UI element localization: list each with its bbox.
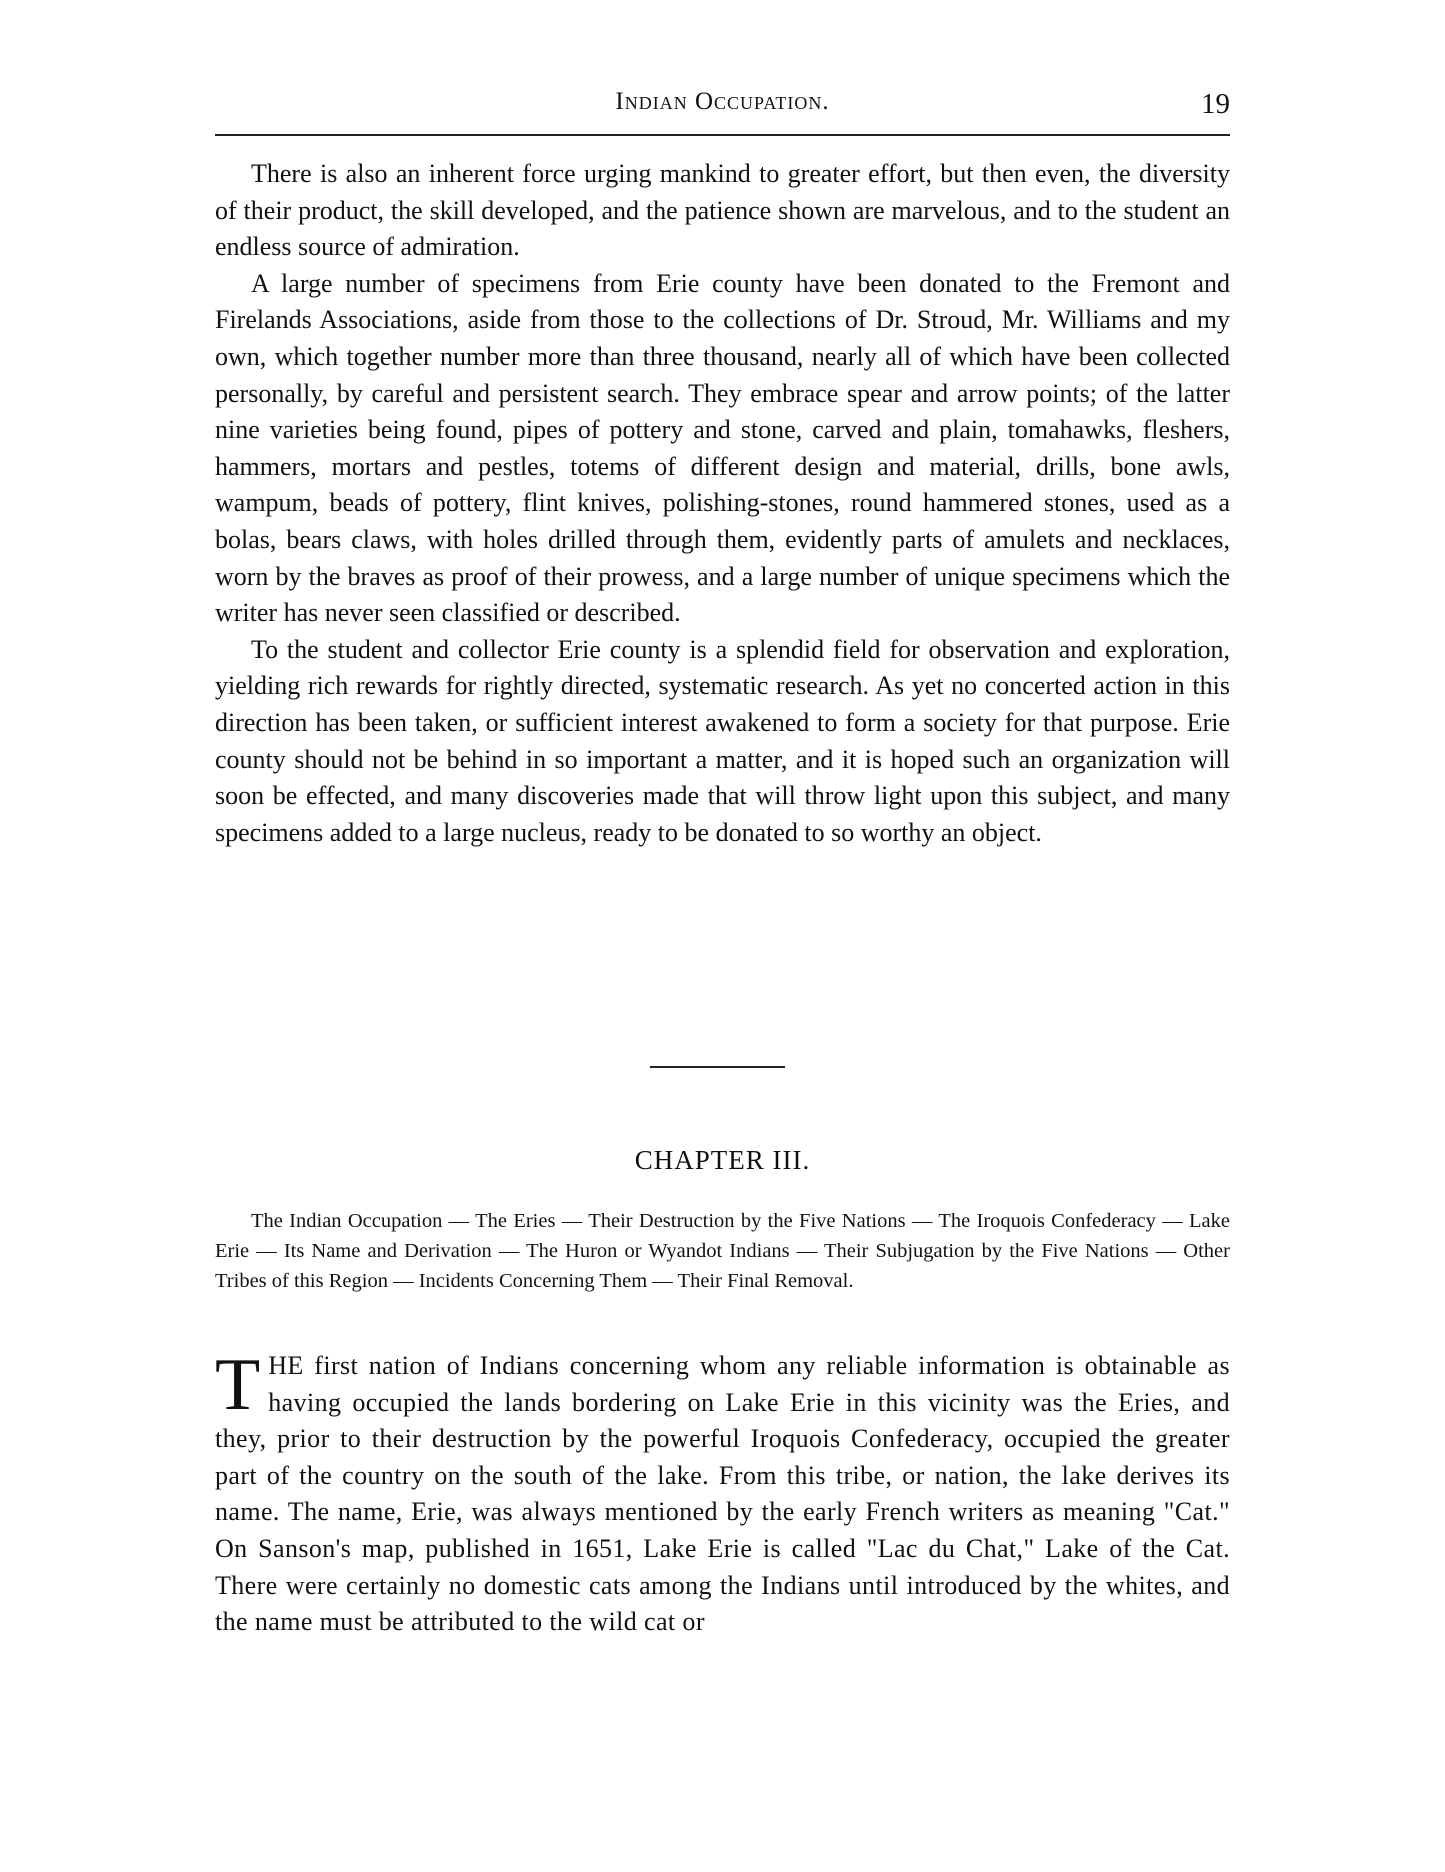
body-text [215,156,1230,851]
page-number: 19 [1201,88,1230,120]
paragraph-3: To the student and collector Erie county is a splendid field for observation and exploration, yielding rich rewards for rightly directed, systematic research. As yet no concerted action in this direction has been taken, or sufficient interest awakened to form a society for that purpose. Erie county should not be behind in so important a matter, and it is hoped such an organization will soon be effected, and many discoveries made that will throw light upon this subject, and many specimens added to a large nucleus, ready to be donated to so worthy an object. [215,634,1230,847]
chapter-opening-paragraph [215,1344,1230,1641]
header-rule [215,134,1230,136]
drop-cap: T [215,1344,261,1426]
paragraph-2: A large number of specimens from Erie county have been donated to the Fremont and Firelands Associations, aside from those to the collections of Dr. Stroud, Mr. Williams and my own, which together number more than three thousand, nearly all of which have been collected personally, by careful and persistent search. They embrace spear and arrow points; of the latter nine varieties being found, pipes of pottery and stone, carved and plain, tomahawks, fleshers, hammers, mortars and pestles, totems of different design and material, drills, bone awls, wampum, beads of pottery, flint knives, polishing-stones, round hammered stones, used as a bolas, bears claws, with holes drilled through them, evidently parts of amulets and necklaces, worn by the braves as proof of their prowess, and a large number of unique specimens which the writer has never seen classified or described. [215,268,1230,628]
chapter-opening-text: HE first nation of Indians concerning whom any reliable information is obtainable as having occupied the lands bordering on Lake Erie in this vicinity was the Eries, and they, prior to their destruction by the powerful Iroquois Confederacy, occupied the greater part of the country on the south of the lake. From this tribe, or nation, the lake derives its name. The name, Erie, was always mentioned by the early French writers as meaning "Cat." On Sanson's map, published in 1651, Lake Erie is called "Lac du Chat," Lake of the Cat. There were certainly no domestic cats among the Indians until introduced by the whites, and the name must be attributed to the wild cat or [215,1351,1230,1637]
section-divider [650,1066,785,1068]
running-head [215,88,1230,128]
chapter-synopsis: The Indian Occupation — The Eries — Their Destruction by the Five Nations — The Iroquois Confederacy — Lake Erie — Its Name and Derivation — The Huron or Wyandot Indians — Their Subjugation by the Five Nations — Other Tribes of this Region — Incidents Concerning Them — Their Final Removal. [215,1210,1230,1292]
running-title: Indian Occupation. [615,88,830,115]
paragraph-1: There is also an inherent force urging mankind to greater effort, but then even, the diversity of their product, the skill developed, and the patience shown are marvelous, and to the student an endless source of admiration. [215,159,1230,262]
chapter-title: CHAPTER III. [634,1145,811,1175]
